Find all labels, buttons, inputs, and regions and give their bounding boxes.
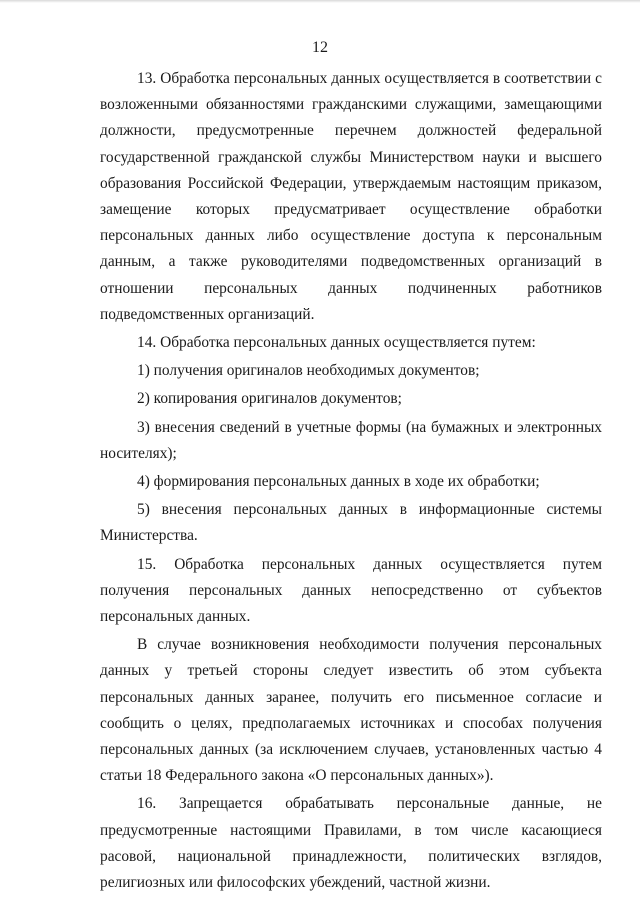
line: предполагаемых источниках и способах получения персональных данных <box>100 714 602 759</box>
line: Министерства. <box>100 527 198 545</box>
line: должности, предусмотренные перечнем должностей федеральной <box>100 122 602 140</box>
line: с возложенными обязанностями гражданскими служащими, замещающими <box>100 70 602 114</box>
line: закона «О персональных данных»). <box>261 767 494 785</box>
document-body <box>100 66 602 896</box>
paragraph-16 <box>100 791 602 896</box>
line: 13. Обработка персональных данных осуществляется в соответствии <box>137 70 592 87</box>
line: образования Российской Федерации, утверждаемым настоящим приказом, <box>100 174 602 192</box>
line: религиозных или философских убеждений, частной жизни. <box>100 874 491 892</box>
line: 1) получения оригиналов необходимых документов; <box>137 362 480 380</box>
line: данных заранее, получить его письменное согласие и сообщить о целях, <box>100 688 602 732</box>
line: (за исключением случаев, установленных частью 4 статьи 18 Федерального <box>100 741 602 785</box>
line: 5) внесения персональных данных в информационные системы <box>137 501 602 519</box>
line: данных подчиненных работников подведомственных организаций. <box>100 279 602 323</box>
line: 4) формирования персональных данных в ходе их обработки; <box>137 473 540 491</box>
line: персональных данных непосредственно от субъектов персональных данных. <box>100 581 602 626</box>
page-number: 12 <box>312 39 328 56</box>
paragraph-14 <box>100 330 602 356</box>
line: расовой, национальной принадлежности, политических взглядов, <box>100 847 602 865</box>
list-item-3 <box>100 415 602 467</box>
line: 15. Обработка персональных данных осуществляется путем получения <box>100 555 602 599</box>
line: руководителями подведомственных организаций в отношении персональных <box>100 253 602 297</box>
paragraph-15 <box>100 552 602 631</box>
line: не предусмотренные настоящими Правилами, в том числе касающиеся <box>100 795 602 839</box>
line: В случае возникновения необходимости получения персональных <box>137 636 602 654</box>
line: носителях); <box>100 444 177 462</box>
line: 2) копирования оригиналов документов; <box>137 390 402 408</box>
list-item-5 <box>100 497 602 549</box>
list-item-4 <box>100 469 602 495</box>
paragraph-13 <box>100 66 602 328</box>
page-top-edge <box>0 0 640 3</box>
paragraph-third-party <box>100 632 602 789</box>
list-item-2 <box>100 386 602 412</box>
list-item-1 <box>100 358 602 384</box>
line: 14. Обработка персональных данных осуществляется путем: <box>137 334 536 352</box>
line: государственной гражданской службы Министерством науки и высшего <box>100 148 602 166</box>
line: замещение которых предусматривает осуществление обработки персональных <box>100 201 602 245</box>
line: данных либо осуществление доступа к персональным данным, а также <box>100 227 602 271</box>
line: данных у третьей стороны следует известить об этом субъекта персональных <box>100 662 602 706</box>
line: 3) внесения сведений в учетные формы (на бумажных и электронных <box>137 418 602 436</box>
line: 16. Запрещается обрабатывать персональные данные, <box>137 795 565 813</box>
